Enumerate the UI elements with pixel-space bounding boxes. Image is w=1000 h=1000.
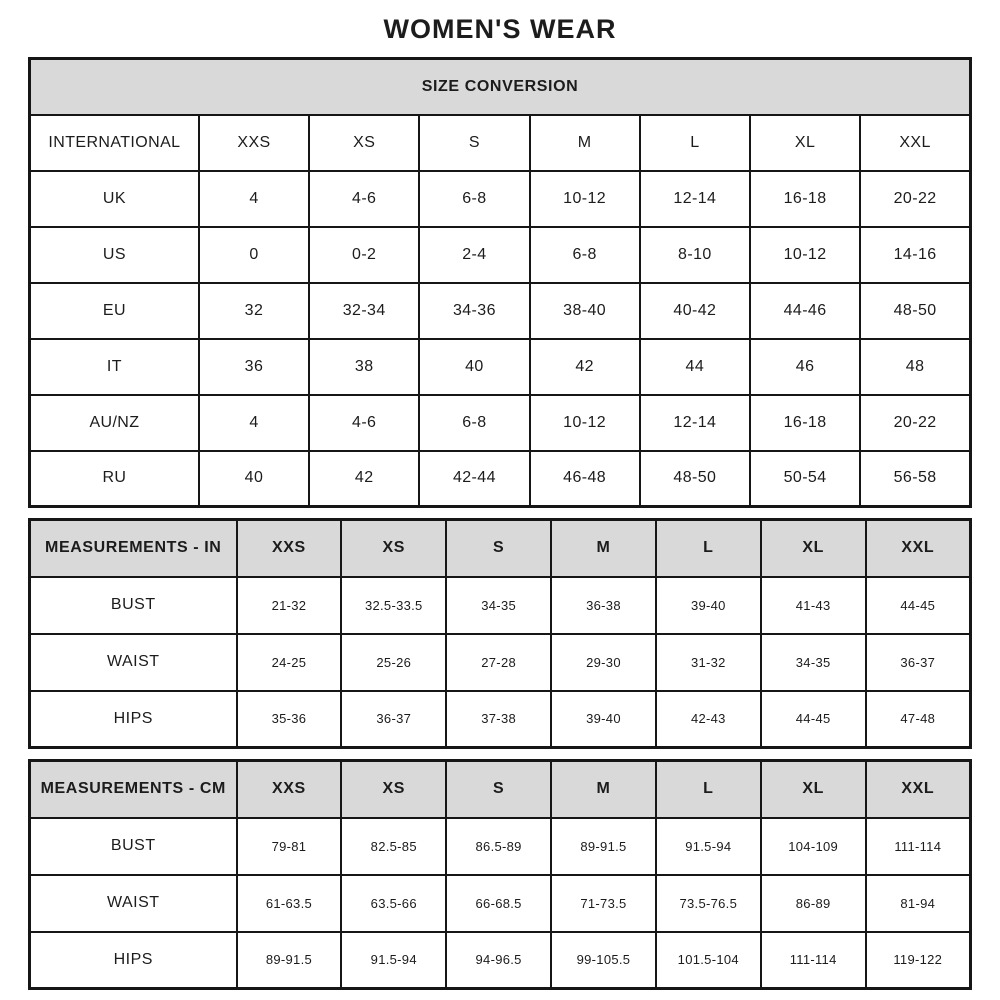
table-cell: 37-38: [446, 691, 551, 748]
table-cell: 4-6: [309, 171, 419, 227]
row-label: RU: [30, 451, 199, 507]
row-label: US: [30, 227, 199, 283]
column-header: XL: [750, 115, 860, 171]
row-label: WAIST: [30, 634, 237, 691]
table-cell: 6-8: [419, 171, 529, 227]
table-cell: 41-43: [761, 577, 866, 634]
column-header: M: [551, 520, 656, 577]
table-row: [30, 818, 971, 875]
row-header-label: MEASUREMENTS - IN: [30, 520, 237, 577]
table-cell: 42: [309, 451, 419, 507]
table-cell: 86.5-89: [446, 818, 551, 875]
column-header: XS: [341, 761, 446, 818]
table-cell: 39-40: [551, 691, 656, 748]
table-cell: 31-32: [656, 634, 761, 691]
table-cell: 20-22: [860, 171, 970, 227]
table-cell: 32-34: [309, 283, 419, 339]
row-label: UK: [30, 171, 199, 227]
row-label: BUST: [30, 818, 237, 875]
table-cell: 111-114: [761, 932, 866, 989]
table-cell: 0-2: [309, 227, 419, 283]
column-header: XS: [309, 115, 419, 171]
table-row: [30, 875, 971, 932]
column-header: M: [551, 761, 656, 818]
row-label: BUST: [30, 577, 237, 634]
table-cell: 16-18: [750, 395, 860, 451]
row-header-label: INTERNATIONAL: [30, 115, 199, 171]
table-cell: 4: [199, 395, 309, 451]
table-row: [30, 932, 971, 989]
table-cell: 38-40: [530, 283, 640, 339]
table-row: [30, 227, 971, 283]
table-row: [30, 691, 971, 748]
column-header: XXL: [866, 761, 971, 818]
row-label: HIPS: [30, 691, 237, 748]
table-band-header: SIZE CONVERSION: [30, 59, 971, 115]
row-label: WAIST: [30, 875, 237, 932]
row-label: IT: [30, 339, 199, 395]
table-row: [30, 171, 971, 227]
table-cell: 34-36: [419, 283, 529, 339]
table-cell: 4: [199, 171, 309, 227]
table-cell: 119-122: [866, 932, 971, 989]
table-row: [30, 283, 971, 339]
table-cell: 34-35: [761, 634, 866, 691]
table-cell: 89-91.5: [551, 818, 656, 875]
table-cell: 35-36: [237, 691, 342, 748]
table-cell: 71-73.5: [551, 875, 656, 932]
table-cell: 38: [309, 339, 419, 395]
table-cell: 10-12: [750, 227, 860, 283]
column-header: S: [446, 520, 551, 577]
table-cell: 42-44: [419, 451, 529, 507]
table-cell: 24-25: [237, 634, 342, 691]
table-cell: 39-40: [656, 577, 761, 634]
column-header: XXS: [199, 115, 309, 171]
table-band-row: [30, 59, 971, 115]
table-cell: 12-14: [640, 171, 750, 227]
column-header: XL: [761, 761, 866, 818]
table-cell: 14-16: [860, 227, 970, 283]
column-header: S: [446, 761, 551, 818]
table-cell: 48-50: [640, 451, 750, 507]
row-label: HIPS: [30, 932, 237, 989]
table-cell: 20-22: [860, 395, 970, 451]
table-cell: 4-6: [309, 395, 419, 451]
table-cell: 40: [419, 339, 529, 395]
table-cell: 25-26: [341, 634, 446, 691]
column-header: L: [640, 115, 750, 171]
table-cell: 0: [199, 227, 309, 283]
table-cell: 21-32: [237, 577, 342, 634]
table-cell: 16-18: [750, 171, 860, 227]
table-cell: 32.5-33.5: [341, 577, 446, 634]
table-cell: 99-105.5: [551, 932, 656, 989]
column-header: M: [530, 115, 640, 171]
table-cell: 79-81: [237, 818, 342, 875]
table-cell: 61-63.5: [237, 875, 342, 932]
table-cell: 29-30: [551, 634, 656, 691]
column-header: S: [419, 115, 529, 171]
table-cell: 10-12: [530, 171, 640, 227]
table-cell: 10-12: [530, 395, 640, 451]
column-header: XS: [341, 520, 446, 577]
table-cell: 48-50: [860, 283, 970, 339]
table-cell: 2-4: [419, 227, 529, 283]
table-cell: 73.5-76.5: [656, 875, 761, 932]
table-cell: 36-37: [866, 634, 971, 691]
table-cell: 91.5-94: [656, 818, 761, 875]
column-header: XXS: [237, 761, 342, 818]
table-cell: 27-28: [446, 634, 551, 691]
table-cell: 12-14: [640, 395, 750, 451]
size-conversion-table: [28, 57, 972, 508]
table-cell: 44: [640, 339, 750, 395]
row-label: EU: [30, 283, 199, 339]
table-row: [30, 451, 971, 507]
table-cell: 44-45: [866, 577, 971, 634]
table-row: [30, 634, 971, 691]
table-cell: 6-8: [530, 227, 640, 283]
page-title: WOMEN'S WEAR: [383, 14, 617, 44]
column-header-row: [30, 761, 971, 818]
measurements-cm-table: [28, 759, 972, 990]
table-cell: 40-42: [640, 283, 750, 339]
table-cell: 46: [750, 339, 860, 395]
table-row: [30, 339, 971, 395]
table-cell: 8-10: [640, 227, 750, 283]
table-cell: 50-54: [750, 451, 860, 507]
column-header: L: [656, 520, 761, 577]
table-cell: 86-89: [761, 875, 866, 932]
table-cell: 40: [199, 451, 309, 507]
table-cell: 36-37: [341, 691, 446, 748]
table-cell: 46-48: [530, 451, 640, 507]
table-cell: 104-109: [761, 818, 866, 875]
column-header-row: [30, 520, 971, 577]
measurements-in-table: [28, 518, 972, 749]
table-cell: 56-58: [860, 451, 970, 507]
table-cell: 48: [860, 339, 970, 395]
row-header-label: MEASUREMENTS - CM: [30, 761, 237, 818]
column-header-row: [30, 115, 971, 171]
table-cell: 101.5-104: [656, 932, 761, 989]
table-cell: 82.5-85: [341, 818, 446, 875]
table-cell: 42-43: [656, 691, 761, 748]
table-cell: 36-38: [551, 577, 656, 634]
table-cell: 44-46: [750, 283, 860, 339]
table-cell: 36: [199, 339, 309, 395]
table-cell: 89-91.5: [237, 932, 342, 989]
table-cell: 94-96.5: [446, 932, 551, 989]
table-cell: 47-48: [866, 691, 971, 748]
table-cell: 81-94: [866, 875, 971, 932]
row-label: AU/NZ: [30, 395, 199, 451]
table-cell: 6-8: [419, 395, 529, 451]
table-cell: 63.5-66: [341, 875, 446, 932]
column-header: XXL: [860, 115, 970, 171]
table-cell: 66-68.5: [446, 875, 551, 932]
table-cell: 44-45: [761, 691, 866, 748]
table-cell: 34-35: [446, 577, 551, 634]
table-cell: 32: [199, 283, 309, 339]
column-header: XXS: [237, 520, 342, 577]
table-row: [30, 577, 971, 634]
table-cell: 91.5-94: [341, 932, 446, 989]
column-header: XL: [761, 520, 866, 577]
column-header: L: [656, 761, 761, 818]
column-header: XXL: [866, 520, 971, 577]
table-cell: 42: [530, 339, 640, 395]
table-row: [30, 395, 971, 451]
table-cell: 111-114: [866, 818, 971, 875]
